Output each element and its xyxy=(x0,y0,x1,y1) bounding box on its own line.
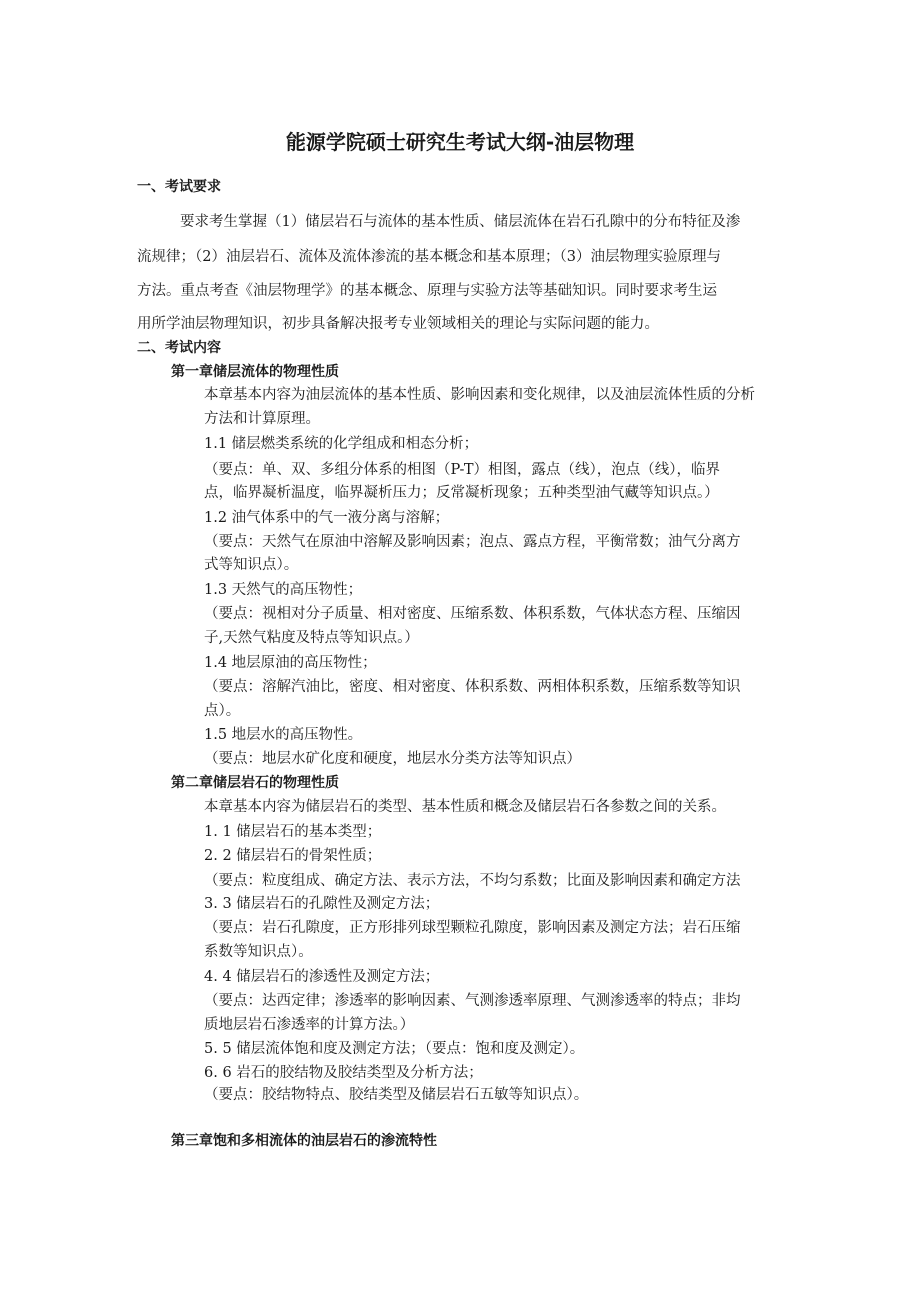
list-note: （要点：溶解汽油比，密度、相对密度、体积系数、两相体积系数，压缩系数等知识 xyxy=(204,679,741,695)
list-item: 3. 3 储层岩石的孔隙性及测定方法； xyxy=(204,896,440,912)
section-heading: 二、考试内容 xyxy=(137,340,221,356)
list-note: （要点：岩石孔隙度，正方形排列球型颗粒孔隙度，影响因素及测定方法；岩石压缩 xyxy=(204,920,741,936)
list-note: （要点：视相对分子质量、相对密度、压缩系数、体积系数，气体状态方程、压缩因 xyxy=(204,606,741,622)
section-heading: 一、考试要求 xyxy=(137,179,221,195)
list-note: 点，临界凝析温度，临界凝析压力；反常凝析现象；五种类型油气藏等知识点。） xyxy=(204,485,719,501)
list-item: 4. 4 储层岩石的渗透性及测定方法； xyxy=(204,969,440,985)
chapter-title: 第一章储层流体的物理性质 xyxy=(171,364,339,380)
page-title: 能源学院硕士研究生考试大纲-油层物理 xyxy=(285,130,635,154)
list-note: 点）。 xyxy=(204,703,241,719)
chapter-title: 第二章储层岩石的物理性质 xyxy=(171,775,339,791)
list-note: 式等知识点）。 xyxy=(204,557,299,573)
list-item: 1.3 天然气的高压物性； xyxy=(204,582,363,598)
list-item: 1.5 地层水的高压物性。 xyxy=(204,727,363,743)
list-note: （要点：粒度组成、确定方法、表示方法，不均匀系数；比面及影响因素和确定方法 xyxy=(204,873,741,889)
list-note: （要点：达西定律；渗透率的影响因素、气测渗透率原理、气测渗透率的特点；非均 xyxy=(204,993,741,1009)
list-item: 5. 5 储层流体饱和度及测定方法；（要点：饱和度及测定）。 xyxy=(204,1041,585,1057)
chapter-title: 第三章饱和多相流体的油层岩石的渗流特性 xyxy=(171,1133,437,1149)
list-note: （要点：单、双、多组分体系的相图（P-T）相图，露点（线），泡点（线），临界 xyxy=(204,462,721,478)
list-note: 质地层岩石渗透率的计算方法。） xyxy=(204,1017,415,1033)
list-item: 1.4 地层原油的高压物性； xyxy=(204,655,377,671)
list-note: 子,天然气粘度及特点等知识点。） xyxy=(204,630,419,646)
paragraph-line: 本章基本内容为油层流体的基本性质、影响因素和变化规律，以及油层流体性质的分析 xyxy=(204,387,755,403)
paragraph-line: 要求考生掌握（1）储层岩石与流体的基本性质、储层流体在岩石孔隙中的分布特征及渗 xyxy=(180,214,741,230)
paragraph-line: 方法和计算原理。 xyxy=(204,411,320,427)
list-note: （要点：胶结物特点、胶结类型及储层岩石五敏等知识点）。 xyxy=(204,1087,589,1103)
list-note: 系数等知识点）。 xyxy=(204,944,313,960)
paragraph-line: 流规律；（2）油层岩石、流体及流体渗流的基本概念和基本原理；（3）油层物理实验原理与 xyxy=(137,249,721,265)
list-item: 1. 1 储层岩石的基本类型； xyxy=(204,824,382,840)
list-item: 6. 6 岩石的胶结物及胶结类型及分析方法； xyxy=(204,1065,483,1081)
list-note: （要点：天然气在原油中溶解及影响因素；泡点、露点方程，平衡常数；油气分离方 xyxy=(204,534,741,550)
list-item: 1.2 油气体系中的气一液分离与溶解； xyxy=(204,510,450,526)
list-item: 2. 2 储层岩石的骨架性质； xyxy=(204,848,382,864)
paragraph-line: 用所学油层物理知识，初步具备解决报考专业领域相关的理论与实际问题的能力。 xyxy=(137,316,659,332)
list-note: （要点：地层水矿化度和硬度，地层水分类方法等知识点） xyxy=(204,751,581,767)
list-item: 1.1 储层燃类系统的化学组成和相态分析； xyxy=(204,436,479,452)
paragraph-line: 本章基本内容为储层岩石的类型、基本性质和概念及储层岩石各参数之间的关系。 xyxy=(204,799,726,815)
paragraph-line: 方法。重点考查《油层物理学》的基本概念、原理与实验方法等基础知识。同时要求考生运 xyxy=(137,283,717,299)
